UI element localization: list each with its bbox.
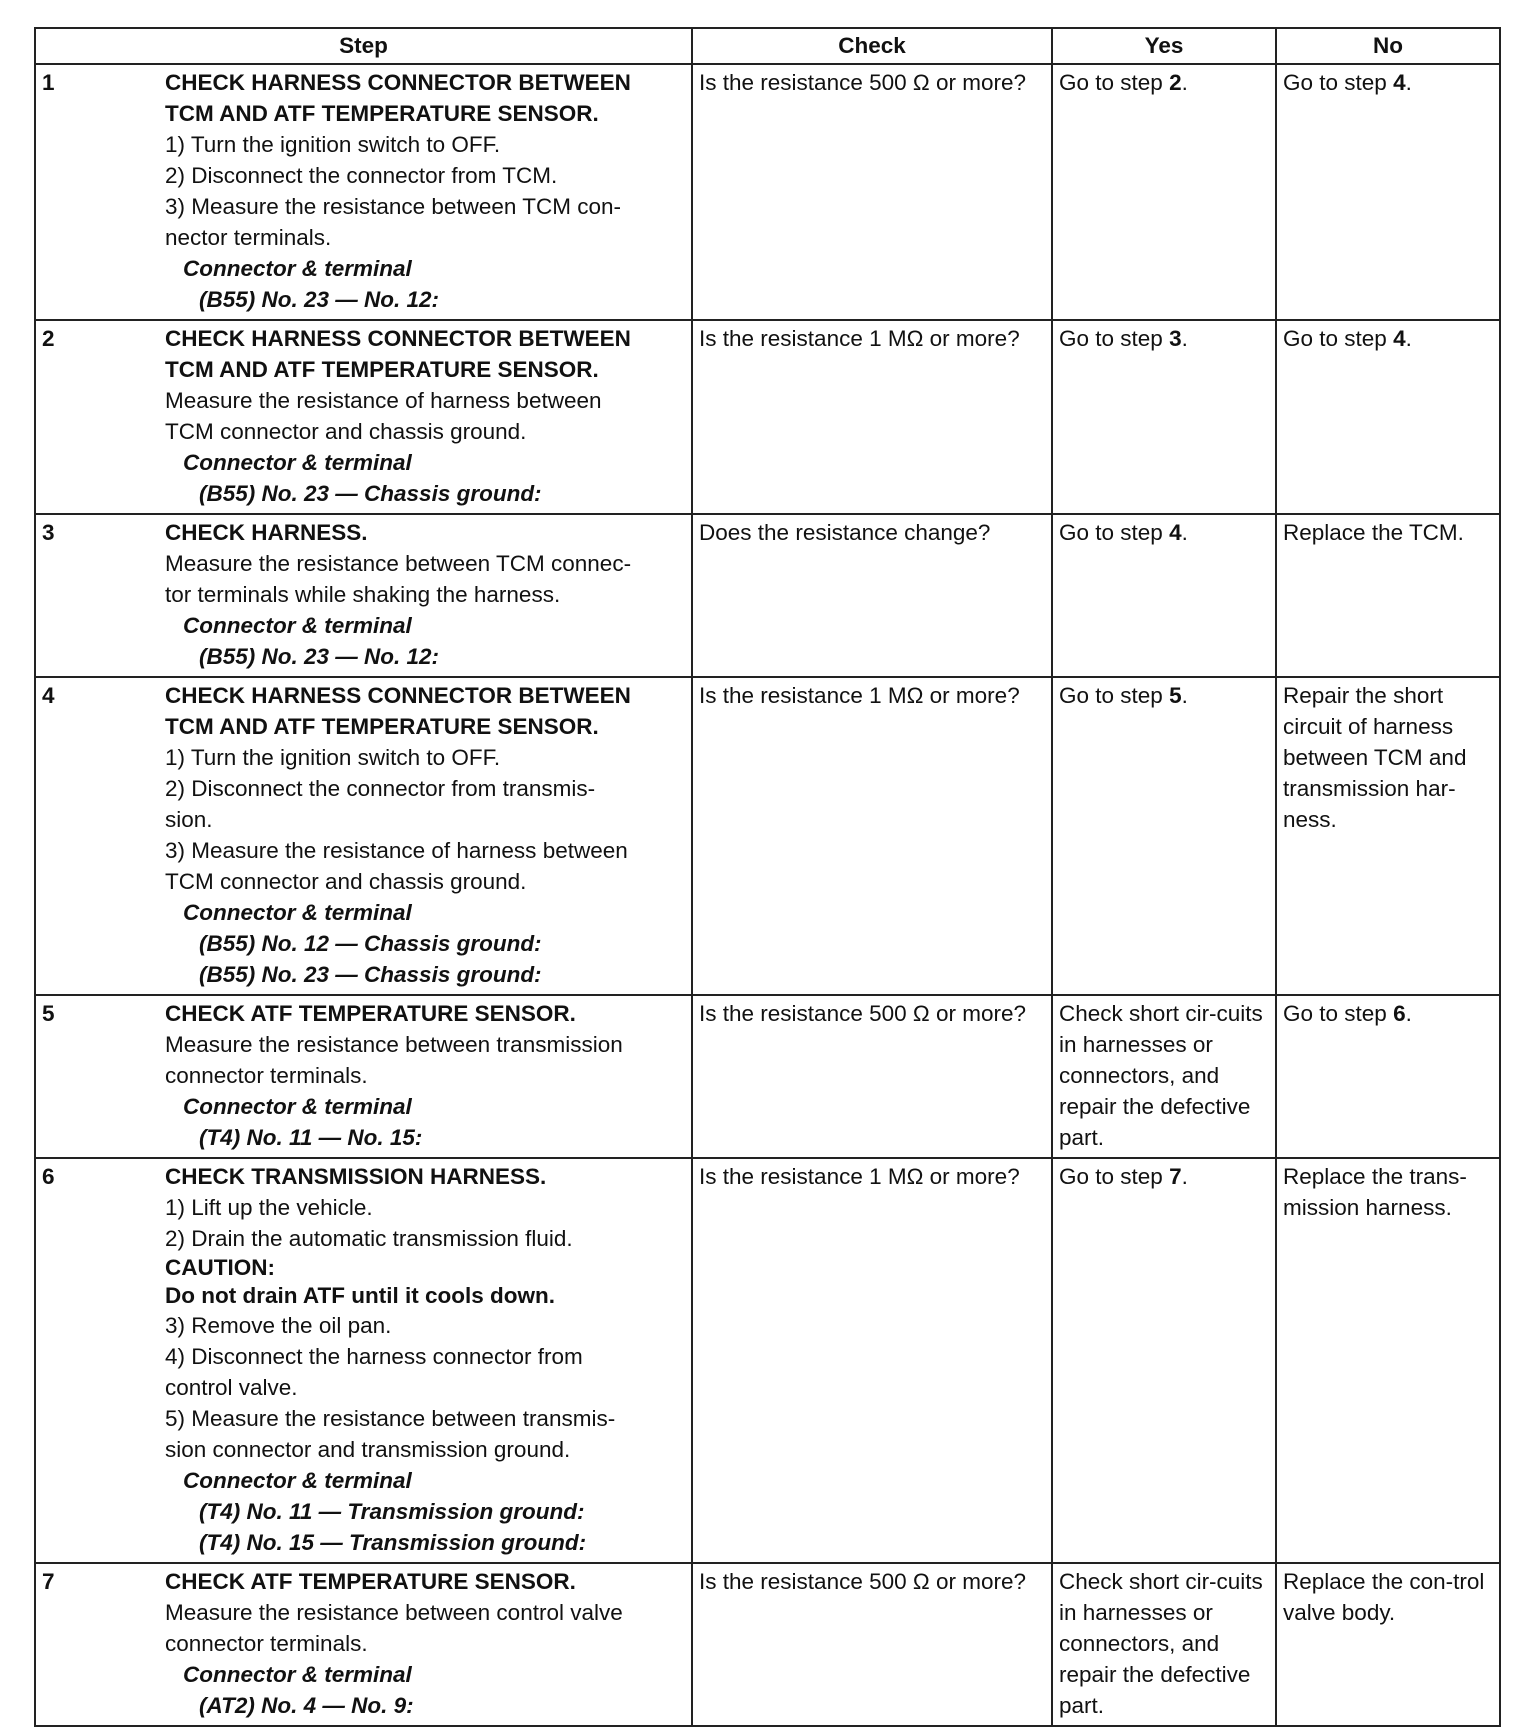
step-title-line: CHECK TRANSMISSION HARNESS.: [165, 1164, 547, 1189]
connector-title: Connector & terminal: [183, 256, 412, 281]
step-content: [159, 320, 692, 514]
yes-text: Go to step: [1059, 683, 1170, 708]
step-instruction-line: tor terminals while shaking the harness.: [165, 582, 561, 607]
no-text: Go to step: [1283, 326, 1394, 351]
connector-title: Connector & terminal: [183, 1094, 412, 1119]
no-step-number: 4: [1393, 326, 1406, 351]
no-text: Go to step: [1283, 70, 1394, 95]
step-content: [159, 64, 692, 320]
yes-text: Go to step: [1059, 520, 1170, 545]
yes-cell: [1052, 320, 1276, 514]
step-content: [159, 514, 692, 677]
step-instruction-line: Measure the resistance between transmission: [165, 1032, 623, 1057]
step-number: 3: [35, 514, 159, 677]
step-instruction-line: sion.: [165, 807, 213, 832]
yes-cell: [1052, 1158, 1276, 1563]
step-instruction-line: Measure the resistance between control valve: [165, 1600, 623, 1625]
step-number: 7: [35, 1563, 159, 1726]
step-title-line: TCM AND ATF TEMPERATURE SENSOR.: [165, 357, 599, 382]
step-content: [159, 1563, 692, 1726]
table-row: [35, 64, 1500, 320]
no-cell: [1276, 320, 1500, 514]
caution-line: CAUTION:: [165, 1255, 275, 1280]
connector-value: (B55) No. 23 — No. 12:: [199, 644, 440, 669]
no-end: .: [1405, 70, 1412, 95]
step-instruction-line: 4) Disconnect the harness connector from: [165, 1344, 583, 1369]
yes-text: Check short cir-cuits in harnesses or connectors, and repair the defective part.: [1059, 1569, 1263, 1718]
step-instruction-line: 1) Turn the ignition switch to OFF.: [165, 132, 501, 157]
table-row: [35, 1563, 1500, 1726]
check-cell: Is the resistance 1 MΩ or more?: [692, 320, 1052, 514]
no-text: Replace the TCM.: [1283, 520, 1464, 545]
yes-cell: [1052, 677, 1276, 995]
step-instruction-line: connector terminals.: [165, 1063, 368, 1088]
step-number: 4: [35, 677, 159, 995]
yes-step-number: 7: [1169, 1164, 1182, 1189]
header-step: Step: [35, 28, 692, 64]
check-cell: Does the resistance change?: [692, 514, 1052, 677]
step-title-line: CHECK HARNESS.: [165, 520, 368, 545]
yes-end: .: [1181, 326, 1188, 351]
step-title-line: CHECK HARNESS CONNECTOR BETWEEN: [165, 326, 631, 351]
table-row: [35, 320, 1500, 514]
step-instruction-line: sion connector and transmission ground.: [165, 1437, 571, 1462]
table-row: [35, 677, 1500, 995]
no-cell: [1276, 677, 1500, 995]
header-no: No: [1276, 28, 1500, 64]
no-cell: [1276, 1563, 1500, 1726]
no-cell: [1276, 995, 1500, 1158]
step-title-line: TCM AND ATF TEMPERATURE SENSOR.: [165, 101, 599, 126]
yes-step-number: 4: [1169, 520, 1182, 545]
step-number: 5: [35, 995, 159, 1158]
no-end: .: [1405, 326, 1412, 351]
header-yes: Yes: [1052, 28, 1276, 64]
no-step-number: 4: [1393, 70, 1406, 95]
connector-value: (T4) No. 11 — Transmission ground:: [199, 1499, 585, 1524]
connector-title: Connector & terminal: [183, 900, 412, 925]
check-cell: Is the resistance 1 MΩ or more?: [692, 1158, 1052, 1563]
caution-line: Do not drain ATF until it cools down.: [165, 1283, 555, 1308]
diagnostic-table: [34, 27, 1501, 1727]
connector-value: (B55) No. 23 — Chassis ground:: [199, 962, 542, 987]
connector-value: (B55) No. 23 — No. 12:: [199, 287, 440, 312]
step-number: 2: [35, 320, 159, 514]
yes-text: Go to step: [1059, 70, 1170, 95]
yes-end: .: [1181, 70, 1188, 95]
no-cell: [1276, 64, 1500, 320]
step-content: [159, 677, 692, 995]
yes-step-number: 3: [1169, 326, 1182, 351]
header-row: [35, 28, 1500, 64]
step-instruction-line: 2) Drain the automatic transmission fluid.: [165, 1226, 573, 1251]
step-title-line: CHECK ATF TEMPERATURE SENSOR.: [165, 1001, 576, 1026]
table-row: [35, 995, 1500, 1158]
connector-title: Connector & terminal: [183, 1468, 412, 1493]
connector-title: Connector & terminal: [183, 450, 412, 475]
step-instruction-line: 3) Remove the oil pan.: [165, 1313, 392, 1338]
step-instruction-line: control valve.: [165, 1375, 298, 1400]
yes-end: .: [1181, 1164, 1188, 1189]
step-number: 6: [35, 1158, 159, 1563]
header-check: Check: [692, 28, 1052, 64]
step-title-line: TCM AND ATF TEMPERATURE SENSOR.: [165, 714, 599, 739]
check-cell: Is the resistance 500 Ω or more?: [692, 64, 1052, 320]
yes-text: Go to step: [1059, 326, 1170, 351]
step-title-line: CHECK ATF TEMPERATURE SENSOR.: [165, 1569, 576, 1594]
no-text: Repair the short circuit of harness between TCM and transmission har-ness.: [1283, 683, 1467, 832]
connector-value: (B55) No. 12 — Chassis ground:: [199, 931, 542, 956]
step-instruction-line: connector terminals.: [165, 1631, 368, 1656]
check-cell: Is the resistance 1 MΩ or more?: [692, 677, 1052, 995]
no-text: Replace the trans-mission harness.: [1283, 1164, 1467, 1220]
no-cell: [1276, 514, 1500, 677]
table-row: [35, 514, 1500, 677]
connector-value: (AT2) No. 4 — No. 9:: [199, 1693, 414, 1718]
no-step-number: 6: [1393, 1001, 1406, 1026]
step-content: [159, 995, 692, 1158]
table-body: [35, 64, 1500, 1726]
connector-title: Connector & terminal: [183, 1662, 412, 1687]
no-end: .: [1405, 1001, 1412, 1026]
step-instruction-line: Measure the resistance between TCM connec-: [165, 551, 632, 576]
yes-step-number: 2: [1169, 70, 1182, 95]
yes-step-number: 5: [1169, 683, 1182, 708]
step-title-line: CHECK HARNESS CONNECTOR BETWEEN: [165, 70, 631, 95]
step-instruction-line: 1) Turn the ignition switch to OFF.: [165, 745, 501, 770]
step-instruction-line: 1) Lift up the vehicle.: [165, 1195, 373, 1220]
yes-text: Go to step: [1059, 1164, 1170, 1189]
step-title-line: CHECK HARNESS CONNECTOR BETWEEN: [165, 683, 631, 708]
step-instruction-line: nector terminals.: [165, 225, 332, 250]
yes-cell: [1052, 64, 1276, 320]
check-cell: Is the resistance 500 Ω or more?: [692, 1563, 1052, 1726]
yes-end: .: [1181, 520, 1188, 545]
step-instruction-line: 3) Measure the resistance between TCM con-: [165, 194, 622, 219]
step-instruction-line: Measure the resistance of harness between: [165, 388, 602, 413]
no-text: Replace the con-trol valve body.: [1283, 1569, 1485, 1625]
yes-cell: [1052, 514, 1276, 677]
step-instruction-line: 2) Disconnect the connector from TCM.: [165, 163, 558, 188]
yes-cell: [1052, 1563, 1276, 1726]
step-instruction-line: 3) Measure the resistance of harness between: [165, 838, 628, 863]
check-cell: Is the resistance 500 Ω or more?: [692, 995, 1052, 1158]
step-instruction-line: TCM connector and chassis ground.: [165, 869, 527, 894]
connector-value: (B55) No. 23 — Chassis ground:: [199, 481, 542, 506]
no-text: Go to step: [1283, 1001, 1394, 1026]
step-instruction-line: TCM connector and chassis ground.: [165, 419, 527, 444]
connector-title: Connector & terminal: [183, 613, 412, 638]
step-instruction-line: 2) Disconnect the connector from transmis-: [165, 776, 596, 801]
step-content: [159, 1158, 692, 1563]
step-number: 1: [35, 64, 159, 320]
yes-text: Check short cir-cuits in harnesses or connectors, and repair the defective part.: [1059, 1001, 1263, 1150]
connector-value: (T4) No. 15 — Transmission ground:: [199, 1530, 587, 1555]
yes-cell: [1052, 995, 1276, 1158]
connector-value: (T4) No. 11 — No. 15:: [199, 1125, 423, 1150]
no-cell: [1276, 1158, 1500, 1563]
step-instruction-line: 5) Measure the resistance between transmis-: [165, 1406, 616, 1431]
table-row: [35, 1158, 1500, 1563]
yes-end: .: [1181, 683, 1188, 708]
